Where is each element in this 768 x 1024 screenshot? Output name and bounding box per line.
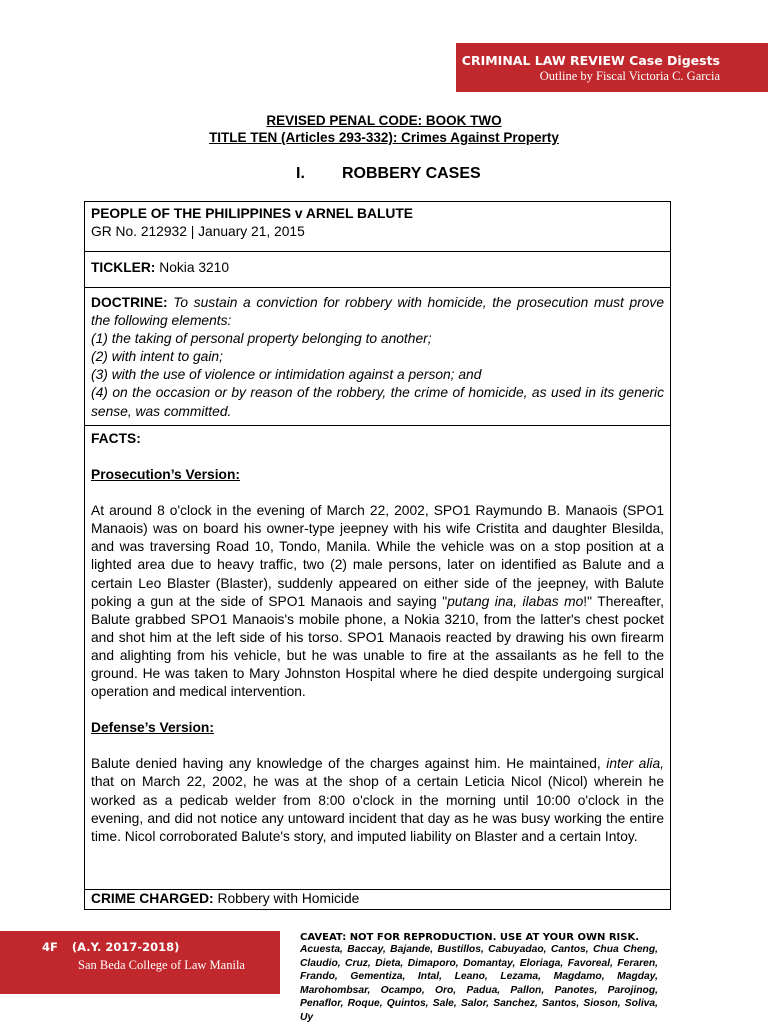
prosecution-quote: putang ina, ilabas mo bbox=[447, 593, 584, 609]
defense-version-text bbox=[91, 755, 664, 845]
tickler-label: TICKLER: bbox=[91, 260, 156, 275]
facts-label: FACTS: bbox=[91, 431, 141, 446]
doctrine-intro: To sustain a conviction for robbery with homicide, the prosecution must prove the following elements: bbox=[91, 295, 664, 329]
prosecution-version-text bbox=[91, 502, 664, 701]
doctrine-element: (2) with intent to gain; bbox=[91, 349, 223, 365]
footer-banner bbox=[0, 931, 280, 994]
contributor-names: Acuesta, Baccay, Bajande, Bustillos, Cabuyadao, Cantos, Chua Cheng, Claudio, Cruz, Dieta, Dimaporo, Domantay, Eloriaga, Favoreal, Feraren, Frando, Gementiza, Intal, Leano, Lezama, Magdamo, Magday, Marohombsar, Ocampo, Oro, Padua, Pallon, Panotes, Parojinog, Penaflor, Roque, Quintos, Sale, Salor, Sanchez, Santos, Sioson, Soliva, Uy bbox=[300, 944, 658, 1023]
doctrine-row bbox=[85, 288, 670, 426]
header-banner bbox=[456, 43, 768, 92]
case-caption-row bbox=[85, 202, 670, 252]
tickler-value: Nokia 3210 bbox=[155, 260, 230, 275]
section-number: I. bbox=[296, 165, 305, 182]
defense-heading: Defense’s Version: bbox=[91, 720, 214, 736]
caveat-title: CAVEAT: NOT FOR REPRODUCTION. USE AT YOUR OWN RISK. bbox=[300, 932, 640, 943]
doctrine-element: (1) the taking of personal property belonging to another; bbox=[91, 331, 432, 347]
header-subtitle: Outline by Fiscal Victoria C. Garcia bbox=[539, 69, 720, 83]
document-title-book: REVISED PENAL CODE: BOOK TWO bbox=[266, 113, 502, 128]
case-gr-number: GR No. 212932 | January 21, 2015 bbox=[91, 224, 305, 240]
doctrine-element: (3) with the use of violence or intimidation against a person; and bbox=[91, 367, 482, 383]
section-title: ROBBERY CASES bbox=[342, 165, 481, 182]
footer-year: (A.Y. 2017-2018) bbox=[71, 940, 180, 954]
header-title: CRIMINAL LAW REVIEW Case Digests bbox=[461, 53, 720, 68]
doctrine-label: DOCTRINE: bbox=[91, 295, 168, 310]
crime-charged-row bbox=[85, 890, 670, 909]
prosecution-text-part: !" Thereafter, Balute grabbed SPO1 Manaois's mobile phone, a Nokia 3210, from the latter's chest pocket and shot him at the left side of his torso. SPO1 Manaois reacted by drawing his own firearm and alighting from his vehicle, but he was unable to fire at the assailants as he fell to the ground. He was taken to Mary Johnston Hospital where he died despite undergoing surgical operation and medical intervention. bbox=[91, 593, 664, 700]
crime-label: CRIME CHARGED: bbox=[91, 891, 214, 906]
facts-row bbox=[85, 426, 670, 890]
footer-section: 4F bbox=[42, 940, 58, 954]
defense-text-part: that on March 22, 2002, he was at the shop of a certain Leticia Nicol (Nicol) wherein he worked as a pedicab welder from 8:00 o'clock in the morning until 10:00 o'clock in the evening, and did not notice any untoward incident that day as he was busy working the entire time. Nicol corroborated Balute's story, and imputed liability on Blaster and a certain Intoy. bbox=[91, 774, 664, 844]
document-title-title: TITLE TEN (Articles 293-332): Crimes Against Property bbox=[209, 130, 559, 145]
caveat-block bbox=[300, 932, 658, 1024]
tickler-row bbox=[85, 252, 670, 288]
defense-text-part: Balute denied having any knowledge of the charges against him. He maintained, bbox=[91, 756, 607, 772]
section-heading bbox=[296, 165, 481, 183]
doctrine-element: (4) on the occasion or by reason of the robbery, the crime of homicide, as used in its generic sense, was committed. bbox=[91, 385, 664, 419]
footer-section-year bbox=[42, 940, 280, 954]
prosecution-text-part: At around 8 o'clock in the evening of March 22, 2002, SPO1 Raymundo B. Manaois (SPO1 Manaois) was on board his owner-type jeepney with his wife Cristita and daughter Blesilda, and was traversing Road 10, Tondo, Manila. While the vehicle was on a stop position at a lighted area due to heavy traffic, two (2) male persons, later on identified as Balute and a certain Leo Blaster (Blaster), suddenly appeared on either side of the jeepney, with Balute poking a gun at the side of SPO1 Manaois and saying " bbox=[91, 503, 664, 609]
case-digest-table bbox=[84, 201, 671, 910]
footer-school: San Beda College of Law Manila bbox=[78, 958, 245, 972]
defense-italic: inter alia, bbox=[606, 756, 664, 772]
crime-value: Robbery with Homicide bbox=[213, 891, 360, 906]
prosecution-heading: Prosecution’s Version: bbox=[91, 467, 240, 483]
case-name: PEOPLE OF THE PHILIPPINES v ARNEL BALUTE bbox=[91, 206, 413, 221]
